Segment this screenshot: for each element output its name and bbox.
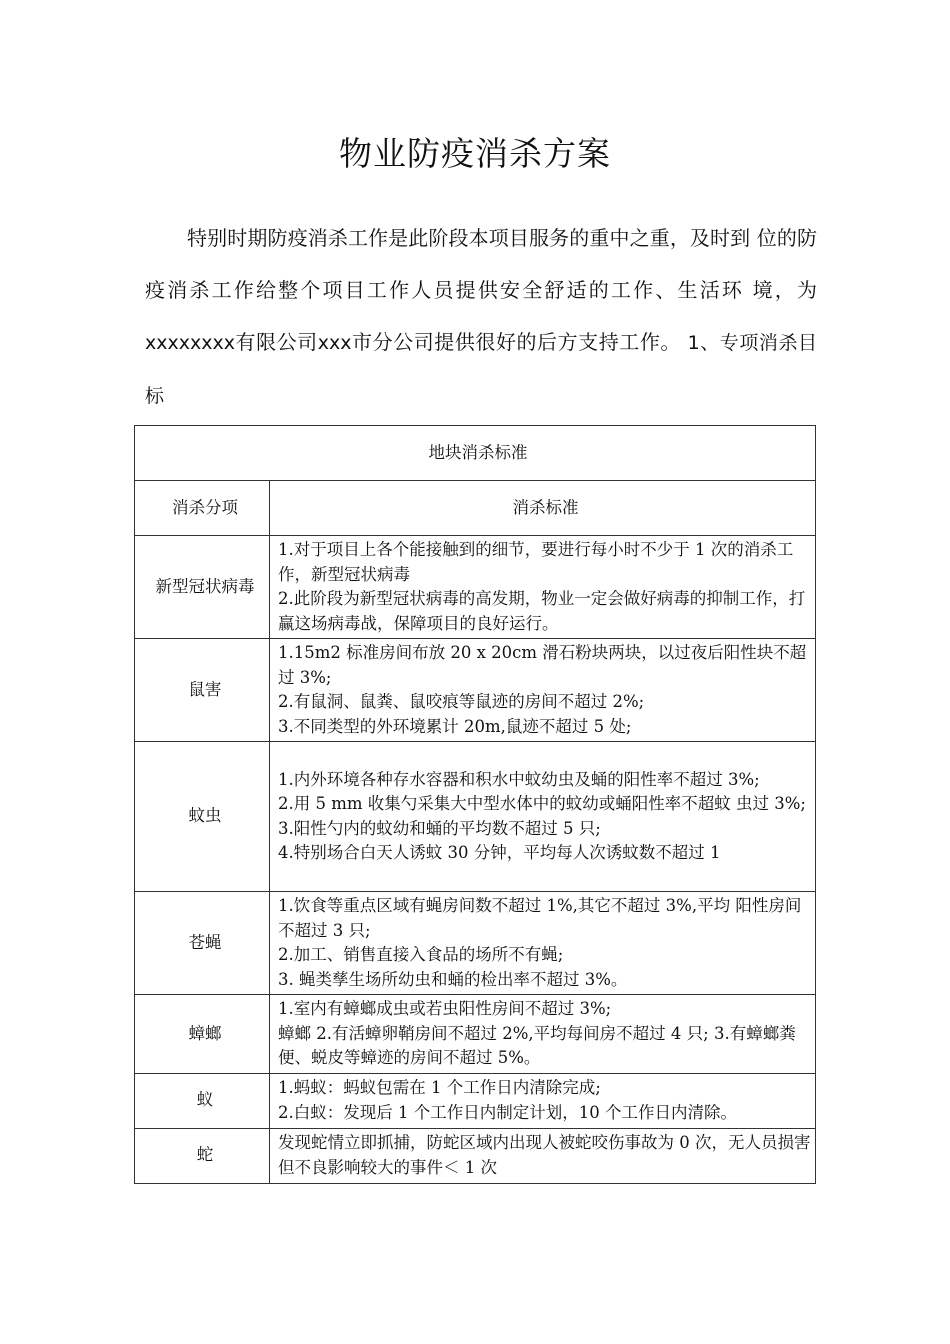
table-row: [135, 1073, 816, 1128]
table-caption-row: [135, 426, 816, 481]
table-row: [135, 639, 816, 742]
table-row: [135, 536, 816, 639]
intro-text-1: 特别时期防疫消杀工作是此阶段本项目服务的重中之重，及时到 位的防疫消杀工作给整个项目工作人员提供安全舒适的工作、生活环 境，为: [145, 226, 817, 302]
row-standard: [270, 742, 816, 892]
intro-text-2: 有限公司: [234, 330, 318, 354]
row-standard: [270, 892, 816, 995]
row-standard: [270, 995, 816, 1074]
table-row: [135, 742, 816, 892]
header-category: 消杀分项: [135, 481, 270, 536]
standard-line: 1.内外环境各种存水容器和积水中蚊幼虫及蛹的阳性率不超过 3%;: [278, 769, 760, 789]
standard-line: 2.用 5 mm 收集勺采集大中型水体中的蚊幼或蛹阳性率不超蚊 虫过 3%;: [278, 794, 806, 813]
intro-section-heading: 1、专项消杀目标: [145, 332, 818, 407]
row-category: 鼠害: [135, 639, 270, 742]
header-standard: 消杀标准: [270, 481, 816, 536]
standard-line: 1.对于项目上各个能接触到的细节，要进行每小时不少于 1 次的消杀工作，新型冠状病毒: [278, 540, 794, 584]
row-category: 蚁: [135, 1073, 270, 1128]
standard-line: 2.有鼠洞、鼠粪、鼠咬痕等鼠迹的房间不超过 2%;: [278, 692, 645, 711]
row-standard: [270, 639, 816, 742]
standard-line: 1.饮食等重点区域有蝇房间数不超过 1%,其它不超过 3%,平均 阳性房间不超过 3 只;: [278, 896, 802, 940]
standard-line: 1.蚂蚁：蚂蚁包需在 1 个工作日内清除完成;: [278, 1078, 601, 1097]
standard-line: 3. 蝇类孳生场所幼虫和蛹的检出率不超过 3%。: [278, 969, 628, 989]
row-category: 新型冠状病毒: [135, 536, 270, 639]
row-category: 苍蝇: [135, 892, 270, 995]
intro-text-3: 市分公司提供很好的后方支持工作。: [351, 330, 681, 354]
standard-line: 3.阳性勺内的蚊幼和蛹的平均数不超过 5 只;: [278, 818, 601, 838]
row-category: 蟑螂: [135, 995, 270, 1074]
standard-line: 2.白蚁：发现后 1 个工作日内制定计划，10 个工作日内清除。: [278, 1102, 737, 1122]
row-standard: [270, 536, 816, 639]
standard-line: 蟑螂 2.有活蟑卵鞘房间不超过 2%,平均每间房不超过 4 只; 3.有蟑螂粪便、蜕皮等蟑迹的房间不超过 5%。: [278, 1023, 796, 1067]
standard-line: 3.不同类型的外环境累计 20m,鼠迹不超过 5 处;: [278, 716, 632, 736]
row-standard: [270, 1128, 816, 1183]
row-standard: [270, 1073, 816, 1128]
intro-company-placeholder: xxxxxxxx: [145, 332, 235, 354]
document-title: 物业防疫消杀方案: [339, 134, 611, 173]
disinfection-standards-table: [134, 425, 816, 1184]
standard-line: 2.加工、销售直接入食品的场所不有蝇;: [278, 945, 564, 964]
table-row: [135, 1128, 816, 1183]
intro-city-placeholder: xxx: [317, 332, 352, 354]
standard-line: 发现蛇情立即抓捕，防蛇区域内出现人被蛇咬伤事故为 0 次，无人员损害但不良影响较大的事件＜ 1 次: [278, 1133, 811, 1177]
standard-line: 1.室内有蟑螂成虫或若虫阳性房间不超过 3%;: [278, 999, 612, 1018]
table-caption: 地块消杀标准: [135, 426, 816, 481]
standard-line: 1.15m2 标准房间布放 20 x 20cm 滑石粉块两块，以过夜后阳性块不超过 3%;: [278, 643, 807, 687]
standard-line: 4.特别场合白天人诱蚊 30 分钟，平均每人次诱蚊数不超过 1: [278, 843, 721, 862]
intro-paragraph: [145, 212, 817, 422]
table-row: [135, 892, 816, 995]
table-row: [135, 995, 816, 1074]
table-header-row: [135, 481, 816, 536]
row-category: 蚊虫: [135, 742, 270, 892]
standard-line: 2.此阶段为新型冠状病毒的高发期，物业一定会做好病毒的抑制工作，打赢这场病毒战，保障项目的良好运行。: [278, 589, 806, 633]
row-category: 蛇: [135, 1128, 270, 1183]
